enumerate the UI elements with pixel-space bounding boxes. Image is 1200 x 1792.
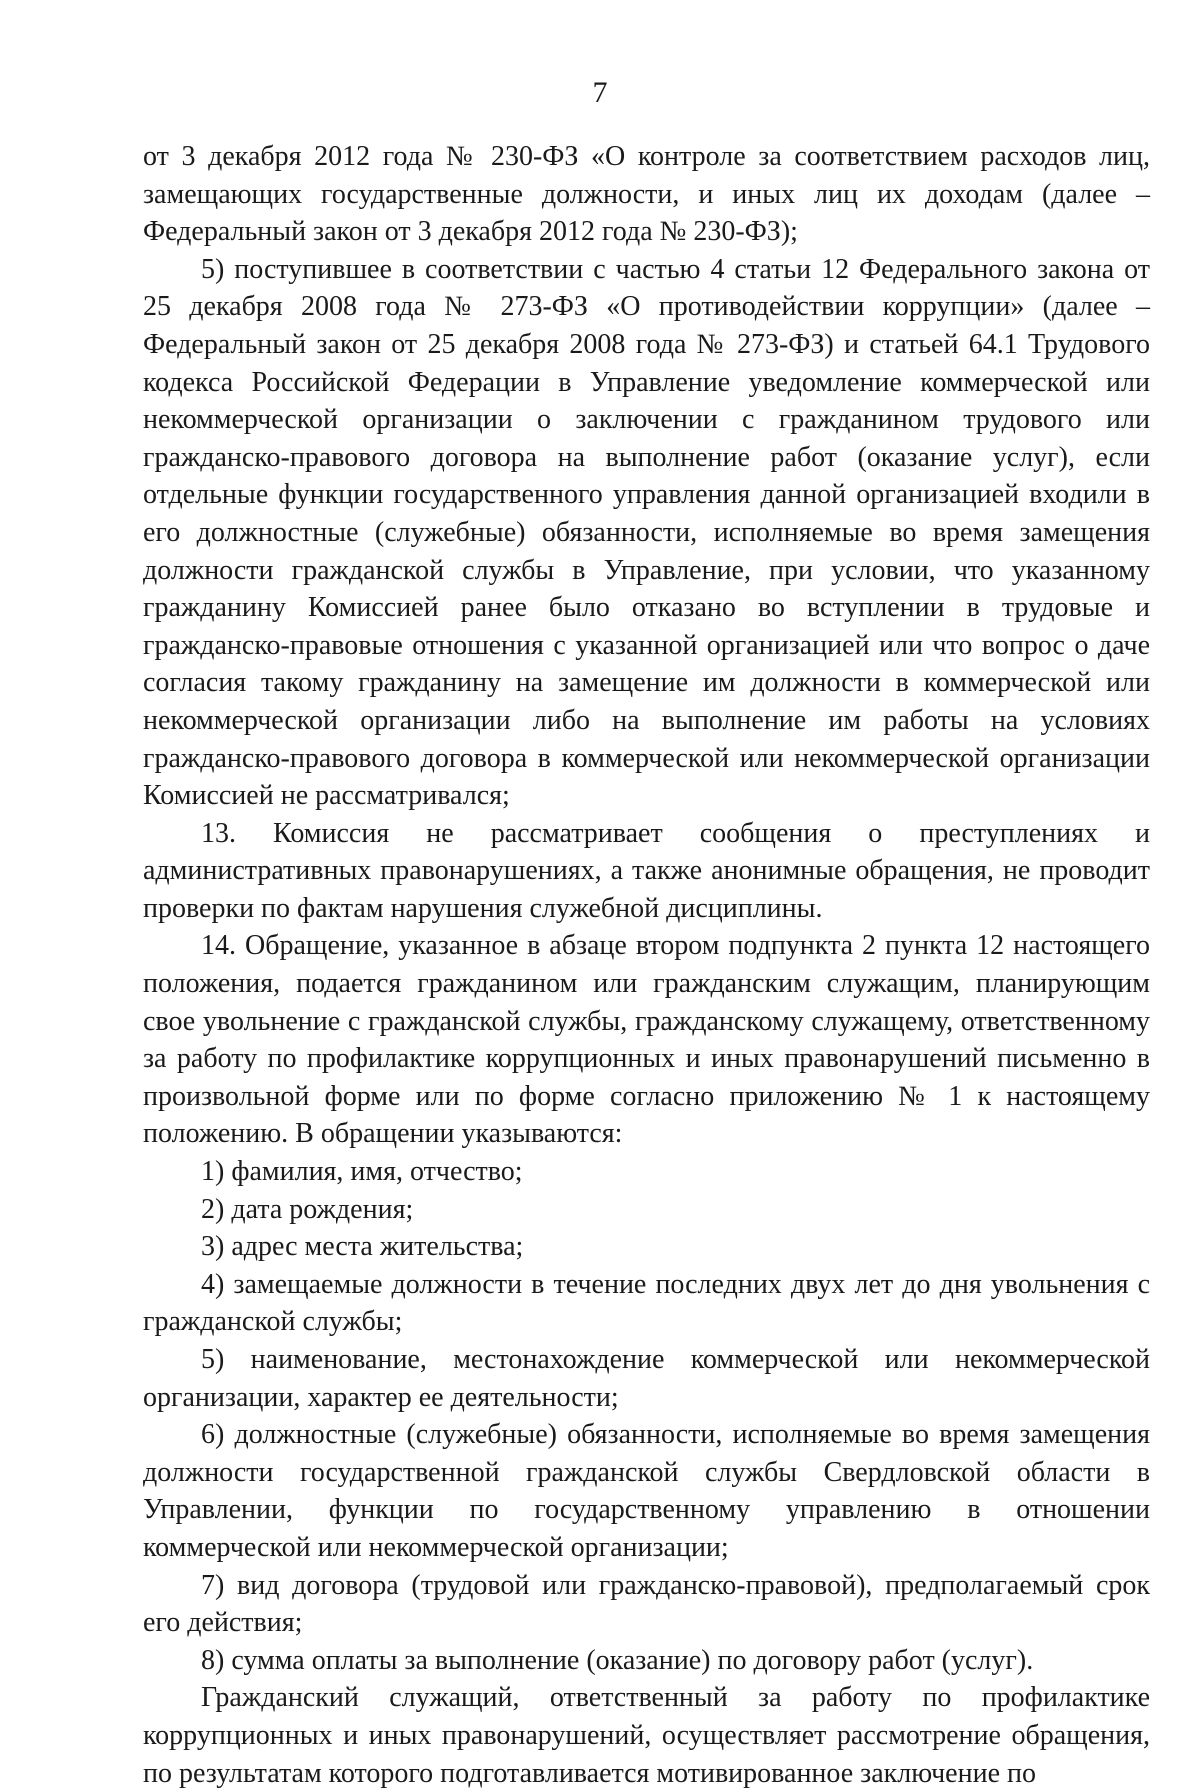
list-item: 8) сумма оплаты за выполнение (оказание) по договору работ (услуг). [201, 1644, 1034, 1676]
list-item: 7) вид договора (трудовой или гражданско-правовой), предполагаемый срок его действия; [143, 1569, 1150, 1639]
list-item: 1) фамилия, имя, отчество; [201, 1156, 523, 1188]
paragraph: 14. Обращение, указанное в абзаце втором подпункта 2 пункта 12 настоящего положения, подается гражданином или гражданским служащим, планирующим свое увольнение с гражданской службы, гражданскому служащему, ответственному за работу по профилактике коррупционных и иных правонарушений письменно в произвольной форме или по форме согласно приложению № 1 к настоящему положению. В обращении указываются: [143, 930, 1150, 1150]
page-number: 7 [592, 76, 608, 109]
paragraph: 5) поступившее в соответствии с частью 4 статьи 12 Федерального закона от 25 декабря 2008 года № 273-ФЗ «О противодействии коррупции» (далее – Федеральный закон от 25 декабря 2008 года № 273-ФЗ) и статьей 64.1 Трудового кодекса Российской Федерации в Управление уведомление коммерческой или некоммерческой организации о заключении с гражданином трудового или гражданско-правового договора на выполнение работ (оказание услуг), если отдельные функции государственного управления данной организацией входили в его должностные (служебные) обязанности, исполняемые во время замещения должности гражданской службы в Управление, при условии, что указанному гражданину Комиссией ранее было отказано во вступлении в трудовые и гражданско-правовые отношения с указанной организацией или что вопрос о даче согласия такому гражданину на замещение им должности в коммерческой или некоммерческой организации либо на выполнение им работы на условиях гражданско-правового договора в коммерческой или некоммерческой организации Комиссией не рассматривался; [143, 253, 1150, 812]
list-item: 2) дата рождения; [201, 1193, 414, 1225]
paragraph: 13. Комиссия не рассматривает сообщения о преступлениях и административных правонарушениях, а также анонимные обращения, не проводит проверки по фактам нарушения служебной дисциплины. [143, 817, 1150, 924]
list-item: 6) должностные (служебные) обязанности, исполняемые во время замещения должности государственной гражданской службы Свердловской области в Управлении, функции по государственному управлению в отношении коммерческой или некоммерческой организации; [143, 1419, 1150, 1563]
list-item: 4) замещаемые должности в течение последних двух лет до дня увольнения с гражданской службы; [143, 1268, 1150, 1338]
list-item: 3) адрес места жительства; [201, 1231, 524, 1263]
paragraph: от 3 декабря 2012 года № 230-ФЗ «О контроле за соответствием расходов лиц, замещающих государственные должности, и иных лиц их доходам (далее – Федеральный закон от 3 декабря 2012 года № 230-ФЗ); [143, 141, 1150, 248]
list-item: 5) наименование, местонахождение коммерческой или некоммерческой организации, характер ее деятельности; [143, 1344, 1150, 1413]
paragraph: Гражданский служащий, ответственный за работу по профилактике коррупционных и иных правонарушений, осуществляет рассмотрение обращения, по результатам которого подготавливается мотивированное заключение по [143, 1682, 1150, 1789]
document-body [143, 138, 1150, 1792]
